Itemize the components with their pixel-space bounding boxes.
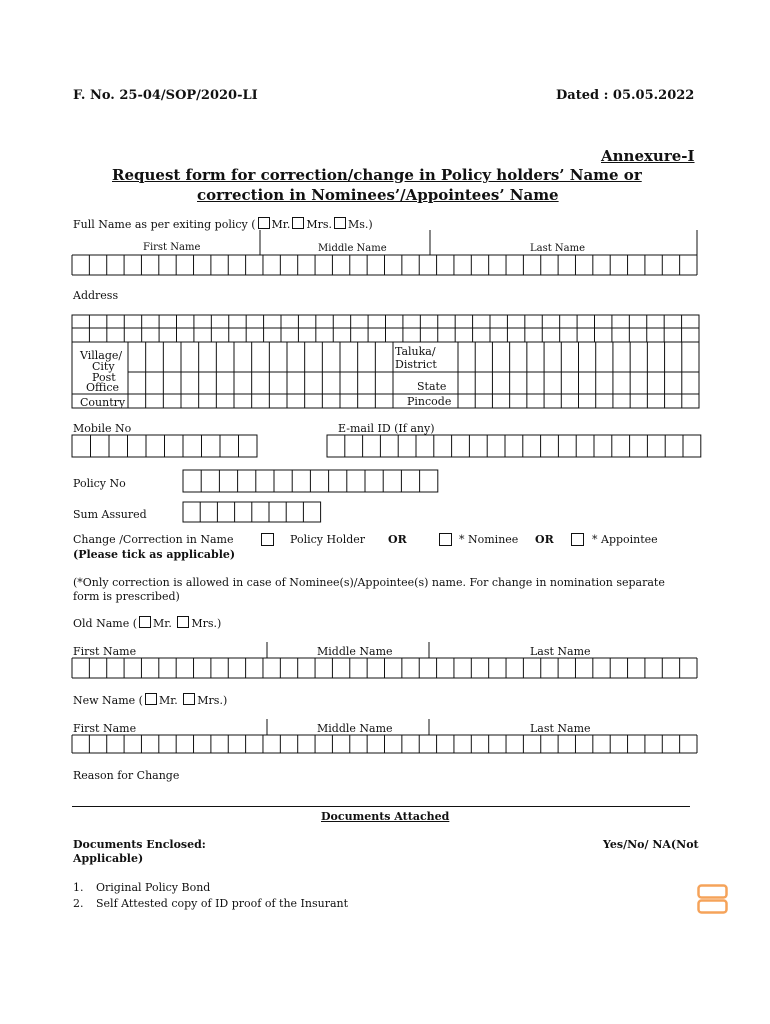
city-label: City: [92, 360, 115, 373]
yes-no-header: Yes/No/ NA(Not: [603, 838, 699, 851]
change-hint: (Please tick as applicable): [73, 548, 236, 561]
nominee-label: * Nominee: [459, 533, 519, 546]
documents-enclosed-line2: Applicable): [73, 852, 144, 865]
dated: Dated : 05.05.2022: [556, 88, 695, 103]
new-middle-label: Middle Name: [317, 722, 393, 735]
old-mrs-label: Mrs.): [191, 617, 222, 630]
old-last-label: Last Name: [530, 645, 591, 658]
post-label: Post: [92, 371, 116, 384]
new-mrs-label: Mrs.): [197, 694, 228, 707]
taluka-label: Taluka/: [395, 345, 436, 358]
full-name-middle-label: Middle Name: [318, 243, 387, 254]
doc-item-1-num: 1.: [73, 881, 84, 894]
old-name-label: Old Name (: [73, 617, 137, 630]
mrs-label: Mrs.: [306, 218, 333, 231]
village-label: Village/: [80, 349, 123, 362]
new-last-label: Last Name: [530, 722, 591, 735]
address-label: Address: [73, 289, 119, 302]
scroll-icon[interactable]: [697, 884, 728, 914]
note-line1: (*Only correction is allowed in case of Nominee(s)/Appointee(s) name. For change in nomination separate: [73, 576, 665, 589]
mr-label: Mr.: [271, 218, 291, 231]
change-label: Change /Correction in Name: [73, 533, 234, 546]
form-title-line2: correction in Nominees’/Appointees’ Name: [197, 186, 559, 204]
note-line2: form is prescribed): [73, 590, 180, 603]
ms-label: Ms.): [348, 218, 373, 231]
policy-holder-label: Policy Holder: [290, 533, 366, 546]
new-name-label: New Name (: [73, 694, 143, 707]
full-name-first-label: First Name: [143, 242, 201, 253]
new-first-label: First Name: [73, 722, 137, 735]
sum-assured-label: Sum Assured: [73, 508, 147, 521]
annexure-label: Annexure-I: [601, 147, 695, 165]
appointee-label: * Appointee: [592, 533, 658, 546]
old-mr-label: Mr.: [153, 617, 172, 630]
old-middle-label: Middle Name: [317, 645, 393, 658]
or-label-2: OR: [535, 533, 554, 546]
pincode-label: Pincode: [407, 395, 452, 408]
policy-no-label: Policy No: [73, 477, 126, 490]
district-label: District: [395, 358, 437, 371]
reason-label: Reason for Change: [73, 769, 180, 782]
form-title-line1: Request form for correction/change in Policy holders’ Name or: [112, 166, 642, 184]
mobile-label: Mobile No: [73, 422, 132, 435]
documents-heading: Documents Attached: [321, 810, 450, 823]
office-label: Office: [86, 381, 120, 394]
country-label: Country: [80, 396, 126, 409]
documents-enclosed-line1: Documents Enclosed:: [73, 838, 206, 851]
new-mr-label: Mr.: [158, 694, 178, 707]
old-first-label: First Name: [73, 645, 137, 658]
file-number: F. No. 25-04/SOP/2020-LI: [73, 88, 258, 103]
full-name-last-label: Last Name: [530, 243, 586, 254]
or-label-1: OR: [388, 533, 407, 546]
full-name-label: Full Name as per exiting policy (: [73, 218, 256, 231]
reason-line[interactable]: [72, 806, 690, 807]
doc-item-1: Original Policy Bond: [96, 881, 211, 894]
doc-item-2-num: 2.: [73, 897, 84, 910]
doc-item-2: Self Attested copy of ID proof of the Insurant: [96, 897, 349, 910]
state-label: State: [417, 380, 447, 393]
email-label: E-mail ID (If any): [338, 422, 435, 435]
